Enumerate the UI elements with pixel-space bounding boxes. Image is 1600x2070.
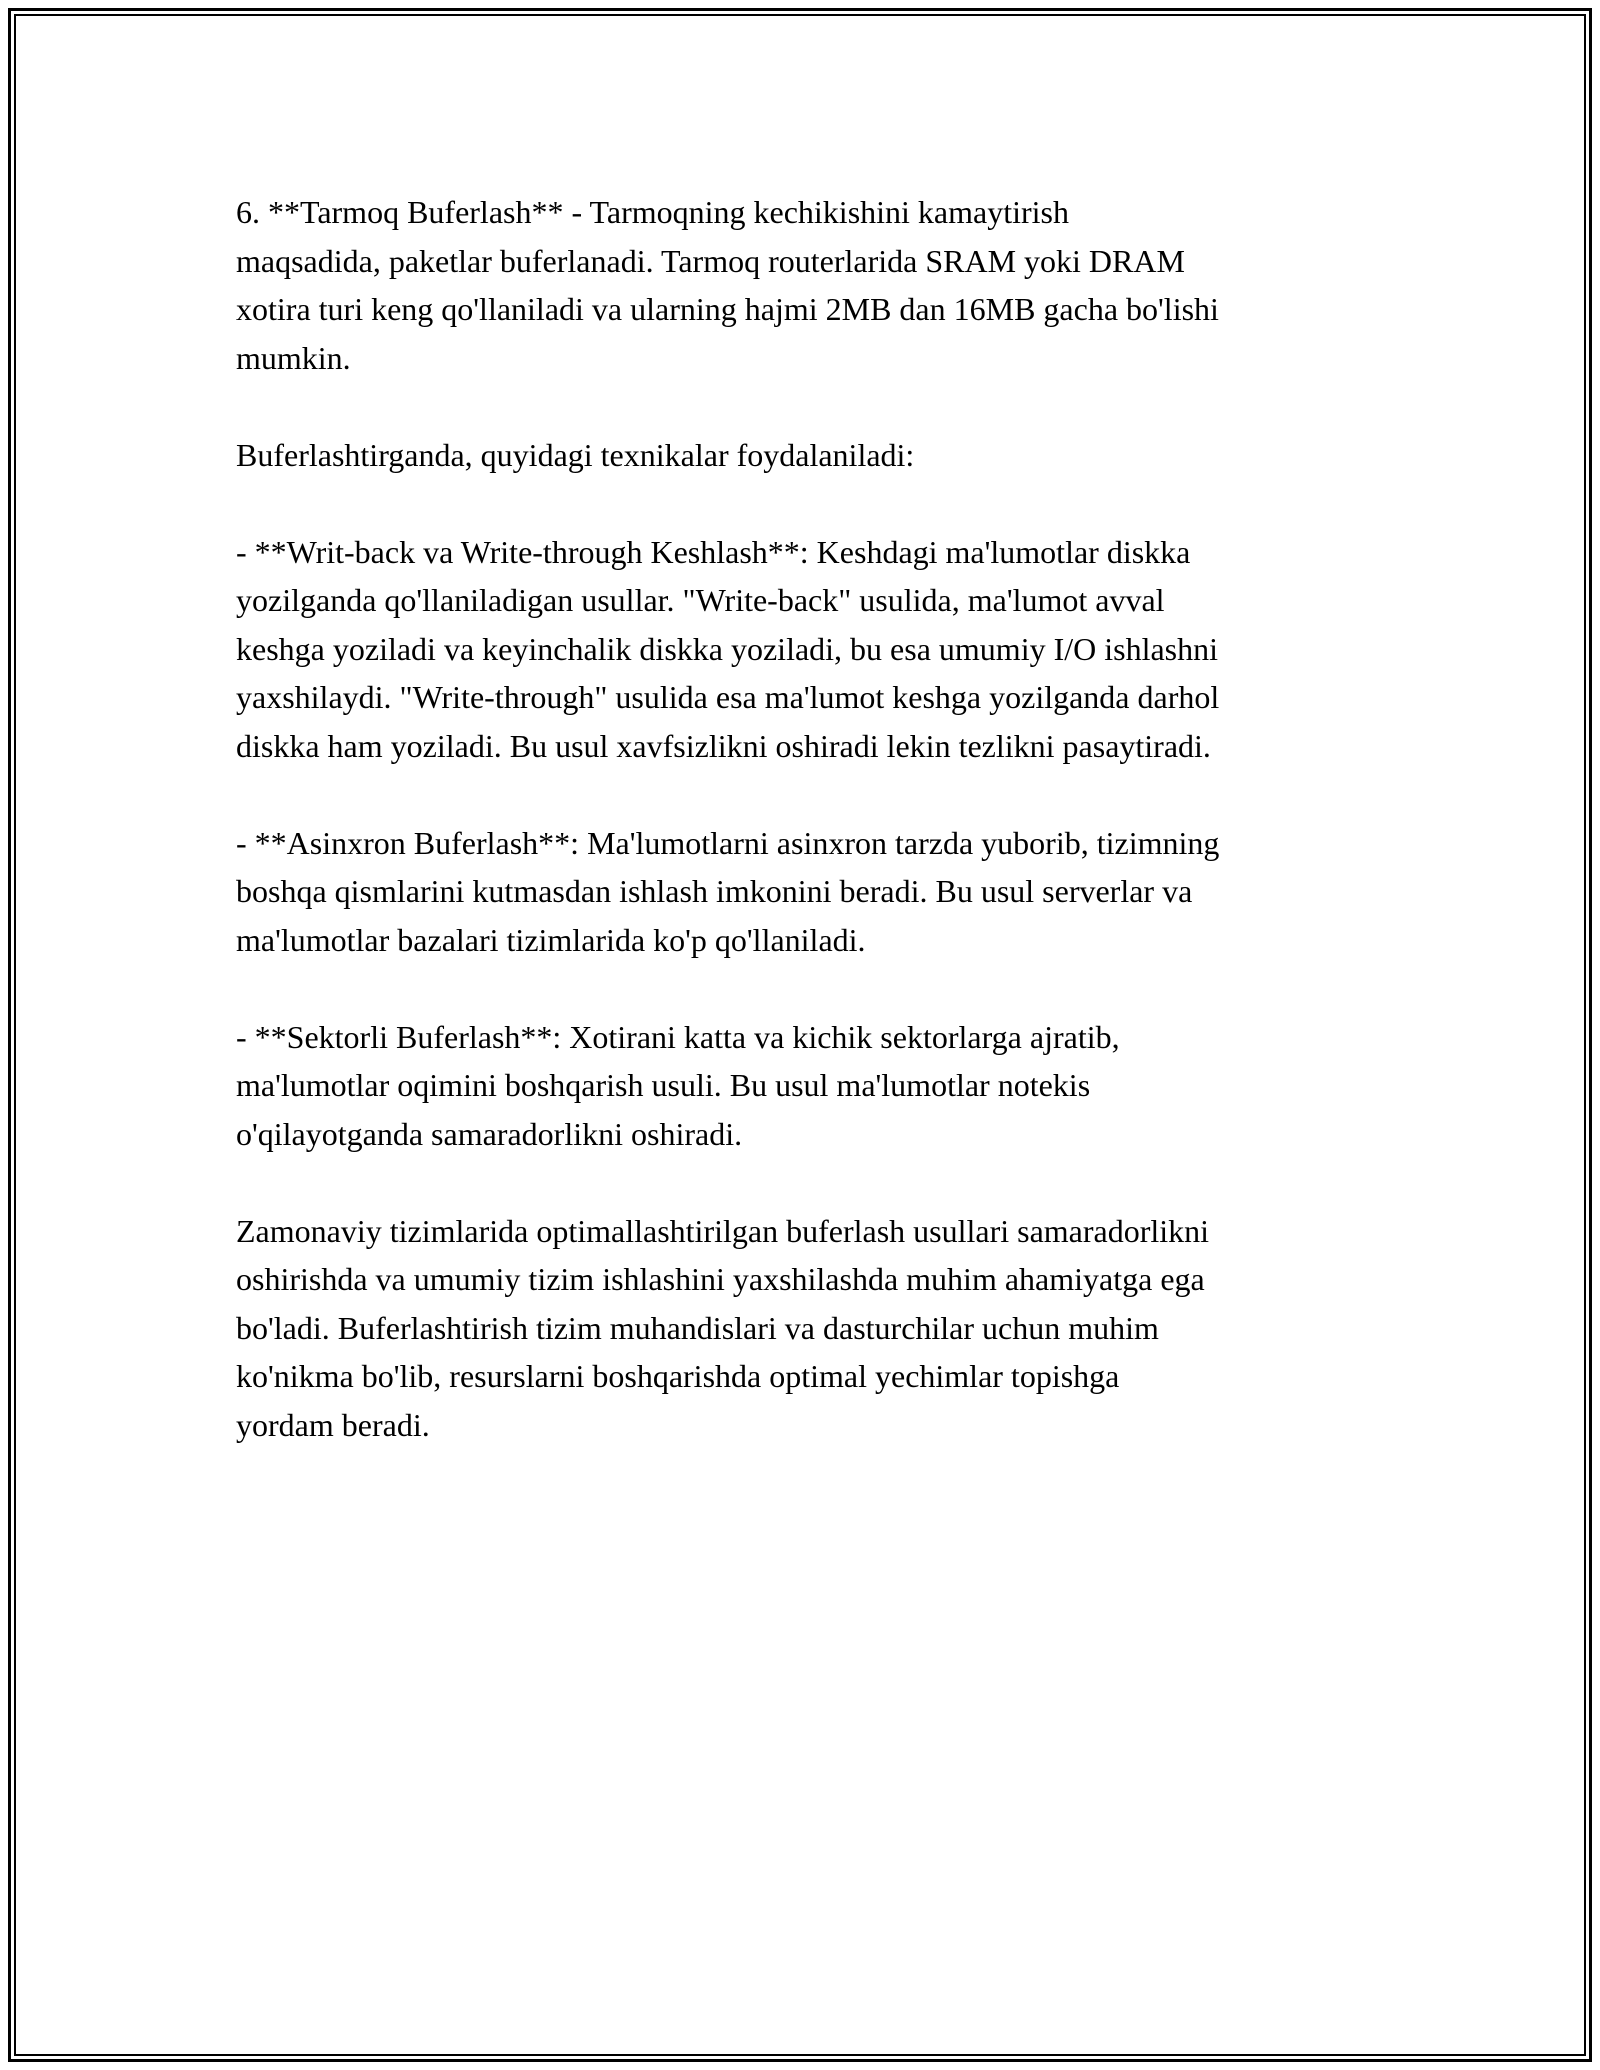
paragraph-techniques-intro: Buferlashtirganda, quyidagi texnikalar foydalaniladi:: [236, 436, 915, 473]
paragraph-conclusion: Zamonaviy tizimlarida optimallashtirilgan buferlash usullari samaradorlikni oshirishda va umumiy tizim ishlashini yaxshilashda muhim ahamiyatga ega bo'ladi. Buferlashtirish tizim muhandislari va dasturchilar uchun muhim ko'nikma bo'lib, resurslarni boshqarishda optimal yechimlar topishga yordam beradi.: [236, 1212, 1210, 1443]
paragraph-async-buffering: - **Asinxron Buferlash**: Ma'lumotlarni asinxron tarzda yuborib, tizimning boshqa qismlarini kutmasdan ishlash imkonini beradi. Bu usul serverlar va ma'lumotlar bazalari tizimlarida ko'p qo'llaniladi.: [236, 824, 1220, 958]
document-body: [236, 188, 1376, 1498]
paragraph-network-buffering: 6. **Tarmoq Buferlash** - Tarmoqning kechikishini kamaytirish maqsadida, paketlar buferlanadi. Tarmoq routerlarida SRAM yoki DRAM xotira turi keng qo'llaniladi va ularning hajmi 2MB dan 16MB gacha bo'lishi mumkin.: [236, 194, 1219, 376]
paragraph-sector-buffering: - **Sektorli Buferlash**: Xotirani katta va kichik sektorlarga ajratib, ma'lumotlar oqimini boshqarish usuli. Bu usul ma'lumotlar notekis o'qilayotganda samaradorlikni oshiradi.: [236, 1018, 1120, 1152]
paragraph-write-back-caching: - **Writ-back va Write-through Keshlash**: Keshdagi ma'lumotlar diskka yozilganda qo'llaniladigan usullar. "Write-back" usulida, ma'lumot avval keshga yoziladi va keyinchalik diskka yoziladi, bu esa umumiy I/O ishlashni yaxshilaydi. "Write-through" usulida esa ma'lumot keshga yozilganda darhol diskka ham yoziladi. Bu usul xavfsizlikni oshiradi lekin tezlikni pasaytiradi.: [236, 533, 1220, 764]
